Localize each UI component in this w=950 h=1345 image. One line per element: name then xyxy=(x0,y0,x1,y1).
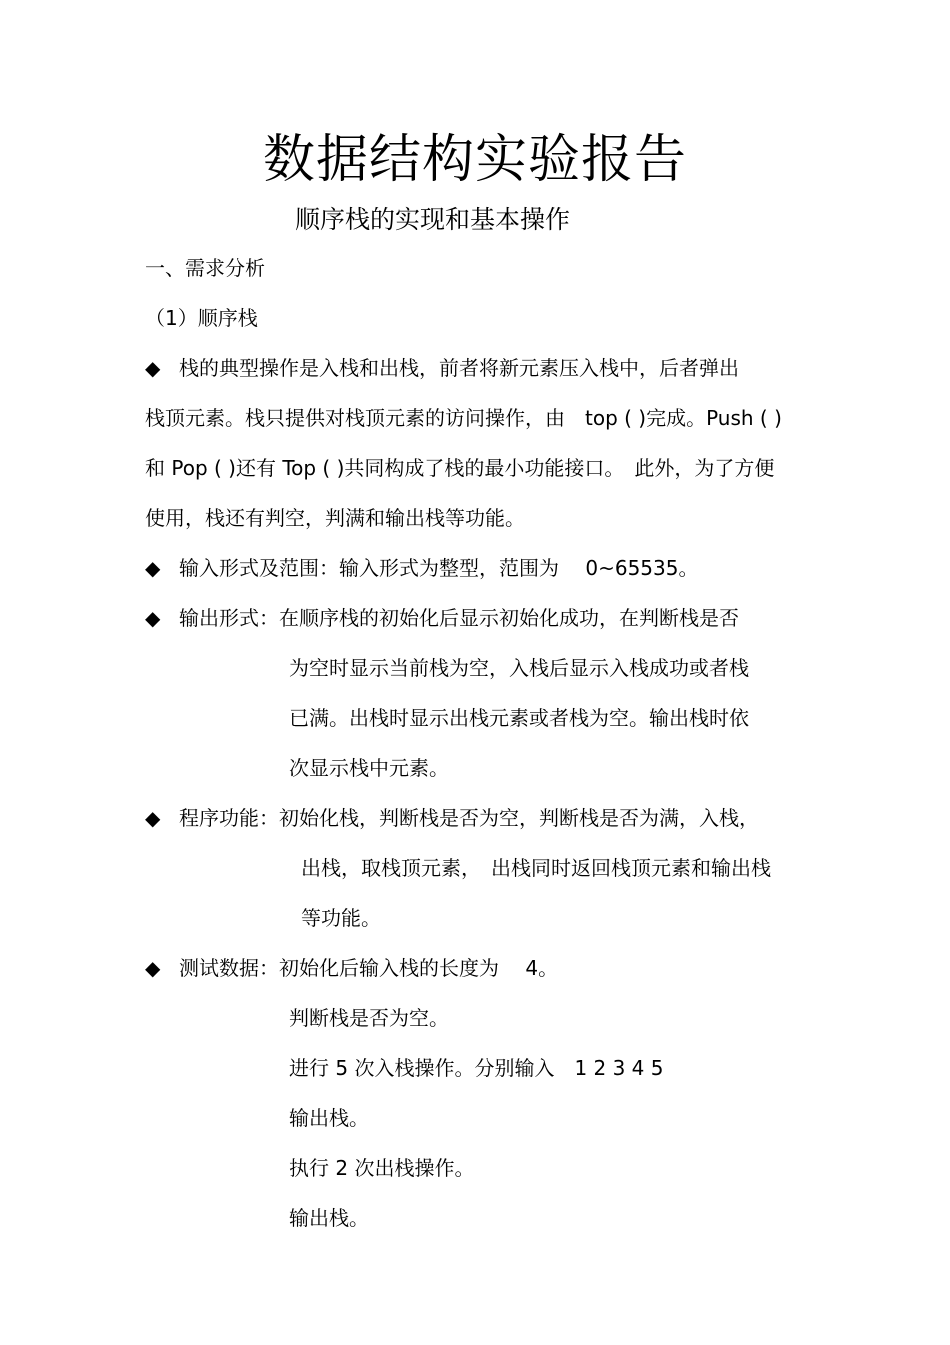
document-title: 数据结构实验报告 xyxy=(262,130,687,190)
paragraph-output-format-line-2: 为空时显示当前栈为空，入栈后显示入栈成功或者栈 xyxy=(289,656,749,680)
paragraph-operations-line-3: 和 Pop ( )还有 Top ( )共同构成了栈的最小功能接口。 此外，为了方便 xyxy=(145,456,775,480)
diamond-bullet-icon: ◆ xyxy=(145,956,161,980)
paragraph-operations-line-2: 栈顶元素。栈只提供对栈顶元素的访问操作，由 top ( )完成。Push ( ) xyxy=(145,406,782,430)
paragraph-test-data-line-5: 执行 2 次出栈操作。 xyxy=(289,1156,475,1180)
bullet-paragraph-output-format-line-1 xyxy=(145,605,739,631)
diamond-bullet-icon: ◆ xyxy=(145,806,161,830)
subsection-heading-sequential-stack: （1）顺序栈 xyxy=(145,306,258,330)
section-heading-requirements: 一、需求分析 xyxy=(145,256,265,280)
paragraph-text: 输出形式：在顺序栈的初始化后显示初始化成功，在判断栈是否 xyxy=(179,606,739,630)
paragraph-text: 输入形式及范围：输入形式为整型，范围为 0~65535。 xyxy=(179,556,699,580)
document-subtitle: 顺序栈的实现和基本操作 xyxy=(295,205,571,234)
paragraph-test-data-line-2: 判断栈是否为空。 xyxy=(289,1006,449,1030)
paragraph-text: 栈的典型操作是入栈和出栈，前者将新元素压入栈中，后者弹出 xyxy=(179,356,739,380)
paragraph-test-data-line-4: 输出栈。 xyxy=(289,1106,369,1130)
bullet-paragraph-test-data-line-1 xyxy=(145,955,558,981)
paragraph-output-format-line-3: 已满。出栈时显示出栈元素或者栈为空。输出栈时依 xyxy=(289,706,749,730)
paragraph-text: 程序功能：初始化栈，判断栈是否为空，判断栈是否为满，入栈， xyxy=(179,806,759,830)
paragraph-program-functions-line-2: 出栈，取栈顶元素， 出栈同时返回栈顶元素和输出栈 xyxy=(301,856,771,880)
bullet-paragraph-input-format xyxy=(145,555,698,581)
bullet-paragraph-program-functions-line-1 xyxy=(145,805,759,831)
paragraph-text: 测试数据：初始化后输入栈的长度为 4。 xyxy=(179,956,559,980)
paragraph-test-data-line-3: 进行 5 次入栈操作。分别输入 1 2 3 4 5 xyxy=(289,1056,664,1080)
paragraph-program-functions-line-3: 等功能。 xyxy=(301,906,381,930)
paragraph-operations-line-4: 使用，栈还有判空，判满和输出栈等功能。 xyxy=(145,506,525,530)
diamond-bullet-icon: ◆ xyxy=(145,606,161,630)
diamond-bullet-icon: ◆ xyxy=(145,556,161,580)
diamond-bullet-icon: ◆ xyxy=(145,356,161,380)
paragraph-output-format-line-4: 次显示栈中元素。 xyxy=(289,756,449,780)
bullet-paragraph-operations-line-1 xyxy=(145,355,739,381)
paragraph-test-data-line-6: 输出栈。 xyxy=(289,1206,369,1230)
